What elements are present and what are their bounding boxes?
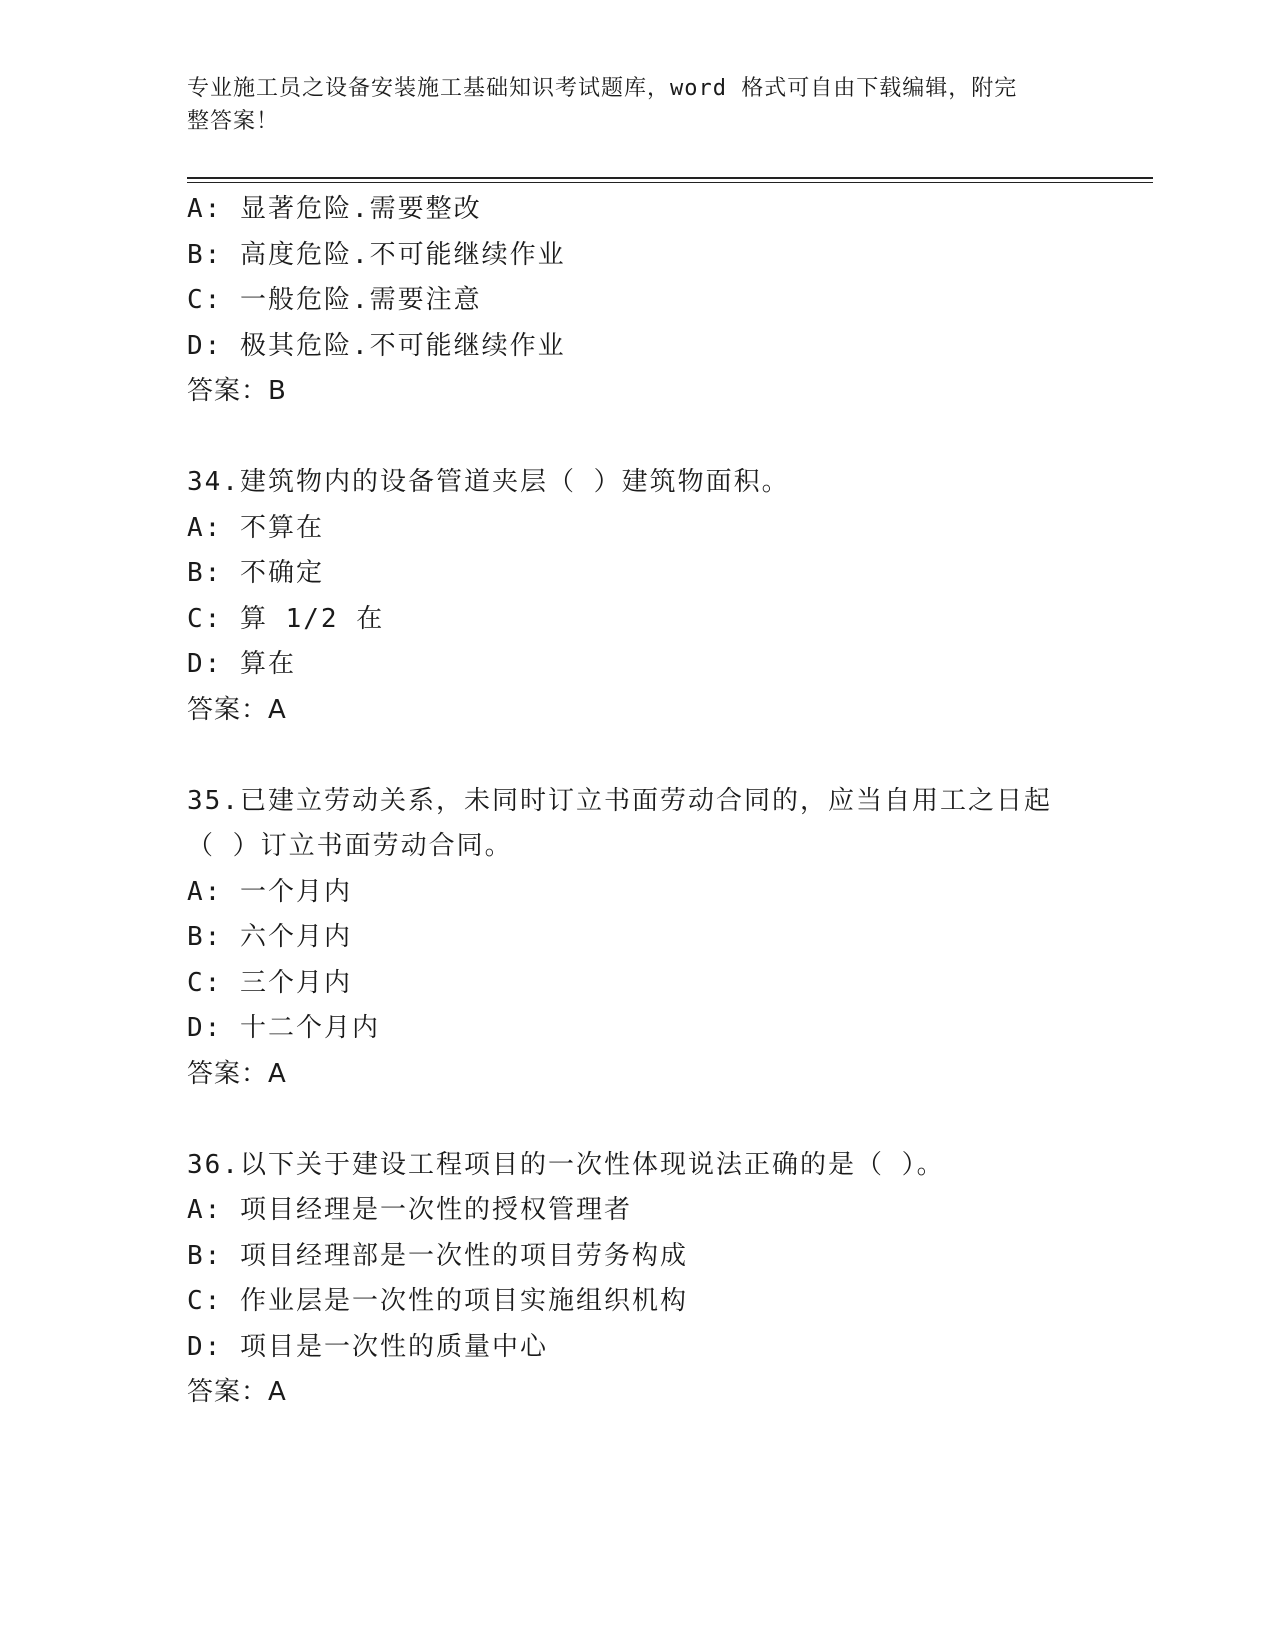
header-divider-thin bbox=[187, 182, 1153, 183]
option-b: B: 不确定 bbox=[187, 558, 324, 588]
answer-label: 答案：A bbox=[187, 694, 287, 725]
question-34 bbox=[187, 460, 1087, 733]
answer-label: 答案：B bbox=[187, 376, 287, 406]
question-35 bbox=[187, 779, 1087, 1098]
question-list bbox=[187, 187, 1087, 1416]
option-c: C: 作业层是一次性的项目实施组织机构 bbox=[187, 1286, 688, 1316]
option-d: D: 项目是一次性的质量中心 bbox=[187, 1331, 548, 1362]
question-stem-line-2: （ ）订立书面劳动合同。 bbox=[187, 831, 513, 861]
question-stem: 34.建筑物内的设备管道夹层（ ）建筑物面积。 bbox=[187, 467, 790, 497]
option-c: C: 算 1/2 在 bbox=[187, 603, 385, 634]
option-c: C: 三个月内 bbox=[187, 967, 352, 998]
answer-label: 答案：A bbox=[187, 1058, 287, 1089]
question-36 bbox=[187, 1143, 1087, 1416]
option-d: D: 算在 bbox=[187, 649, 296, 679]
header-divider-thick bbox=[187, 177, 1153, 179]
question-stem-line-1: 35.已建立劳动关系，未同时订立书面劳动合同的，应当自用工之日起 bbox=[187, 785, 1052, 816]
option-d: D: 十二个月内 bbox=[187, 1013, 380, 1043]
header-line-2: 整答案！ bbox=[187, 109, 280, 134]
question-stem: 36.以下关于建设工程项目的一次性体现说法正确的是（ ）。 bbox=[187, 1149, 945, 1180]
option-a: A: 显著危险.需要整改 bbox=[187, 194, 482, 224]
option-d: D: 极其危险.不可能继续作业 bbox=[187, 330, 566, 361]
option-a: A: 一个月内 bbox=[187, 876, 352, 907]
option-a: A: 项目经理是一次性的授权管理者 bbox=[187, 1195, 632, 1225]
header-line-1: 专业施工员之设备安装施工基础知识考试题库，word 格式可自由下载编辑，附完 bbox=[187, 76, 1018, 101]
document-header bbox=[187, 72, 1067, 138]
option-b: B: 项目经理部是一次性的项目劳务构成 bbox=[187, 1240, 688, 1271]
option-b: B: 高度危险.不可能继续作业 bbox=[187, 239, 566, 270]
option-c: C: 一般危险.需要注意 bbox=[187, 285, 482, 315]
question-partial bbox=[187, 187, 1087, 415]
option-b: B: 六个月内 bbox=[187, 922, 352, 952]
answer-label: 答案：A bbox=[187, 1377, 287, 1407]
option-a: A: 不算在 bbox=[187, 512, 324, 543]
